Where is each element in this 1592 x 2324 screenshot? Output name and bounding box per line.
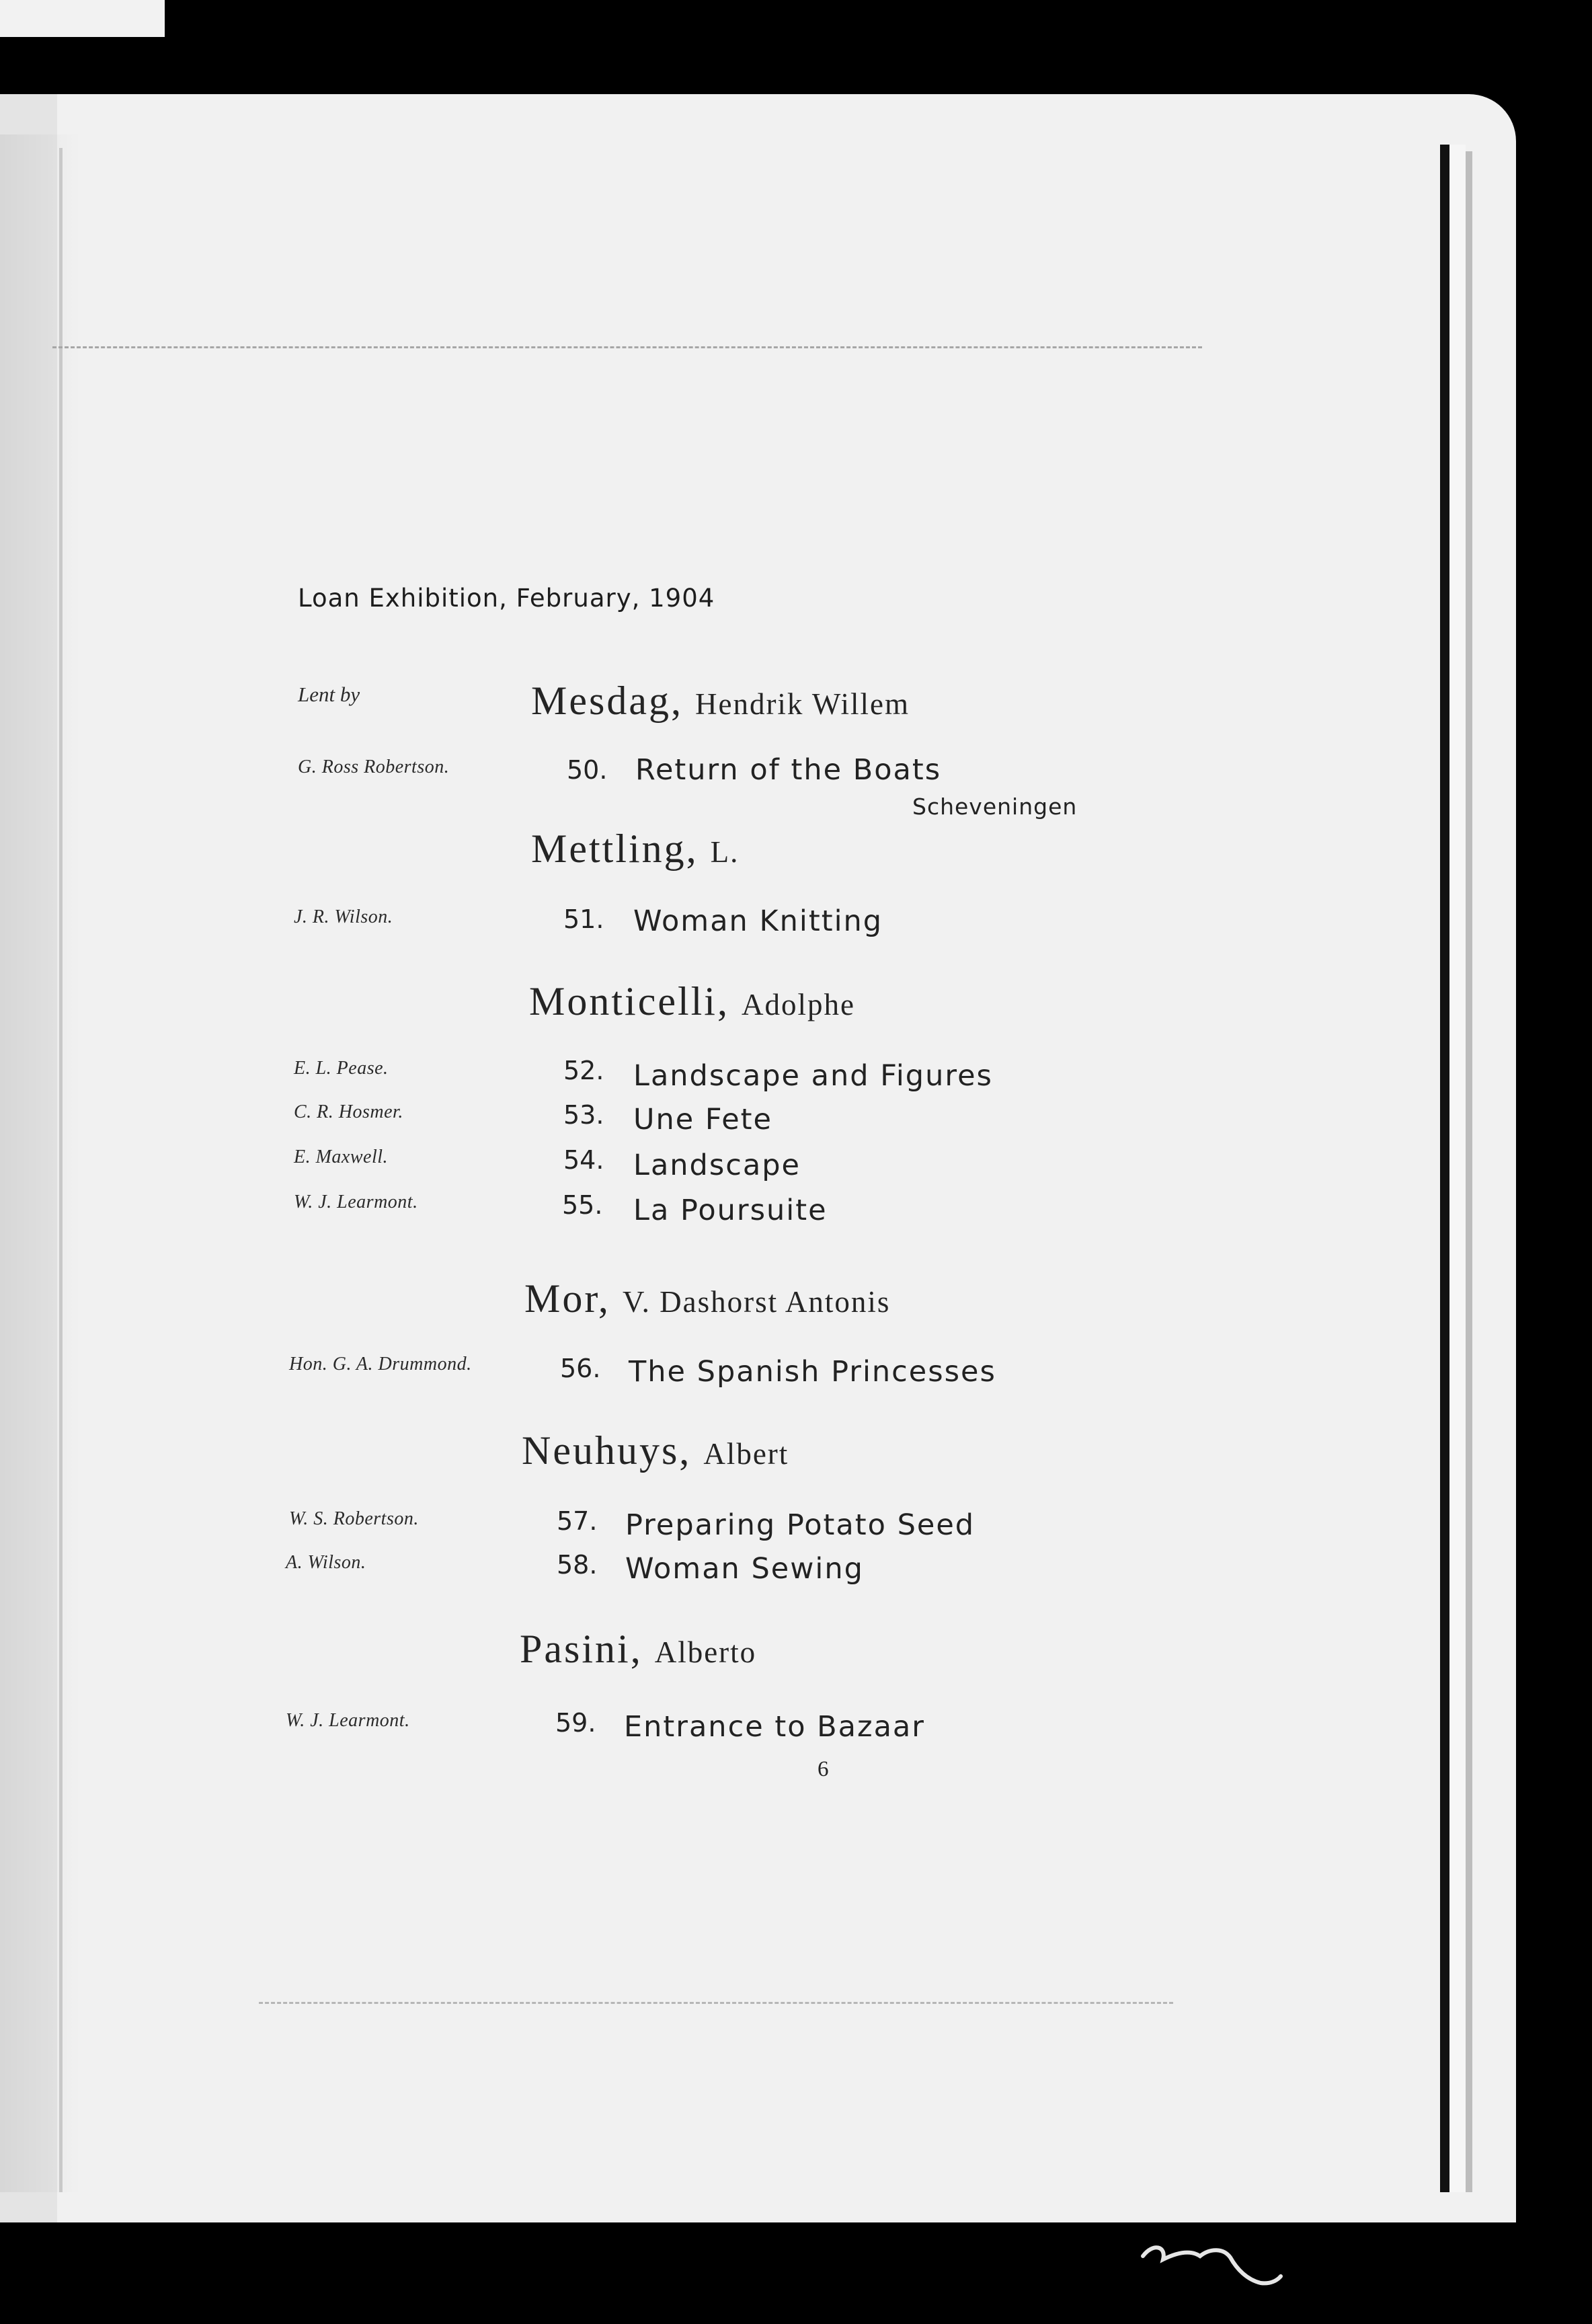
artist-surname: Pasini, — [520, 1627, 643, 1671]
artist-given-name: Adolphe — [741, 988, 855, 1021]
page-number: 6 — [818, 1757, 829, 1781]
painting-subtitle: Scheveningen — [912, 793, 1078, 820]
painting-title: Landscape and Figures — [633, 1059, 993, 1093]
artist-heading — [522, 1428, 789, 1474]
artist-surname: Mor, — [524, 1276, 610, 1321]
catalogue-number: 56. — [560, 1354, 601, 1383]
catalogue-number: 51. — [563, 904, 604, 934]
page-edge-line — [1440, 145, 1449, 2192]
lent-by-label: Lent by — [298, 683, 360, 706]
lender-name: G. Ross Robertson. — [298, 757, 450, 777]
artist-heading — [531, 678, 910, 724]
catalogue-number: 59. — [555, 1708, 596, 1738]
lender-name: E. L. Pease. — [294, 1058, 389, 1079]
page-header: Loan Exhibition, February, 1904 — [298, 584, 715, 613]
lender-name: J. R. Wilson. — [294, 906, 393, 927]
artist-given-name: L. — [710, 835, 740, 869]
artist-heading — [529, 978, 855, 1025]
painting-title: Preparing Potato Seed — [625, 1508, 976, 1542]
artist-surname: Mettling, — [531, 826, 699, 871]
catalogue-number: 57. — [557, 1506, 598, 1536]
artist-given-name: Alberto — [654, 1635, 757, 1669]
painting-title: Woman Sewing — [625, 1552, 864, 1586]
artist-given-name: Albert — [703, 1437, 789, 1471]
catalogue-number: 54. — [563, 1145, 604, 1175]
film-edge-label — [0, 0, 165, 37]
painting-title: The Spanish Princesses — [629, 1355, 996, 1389]
catalogue-number: 55. — [562, 1190, 603, 1220]
artist-heading — [524, 1276, 890, 1322]
painting-title: Return of the Boats — [635, 753, 942, 787]
lender-name: A. Wilson. — [286, 1552, 366, 1573]
page-edge-shadow — [1466, 151, 1472, 2192]
lender-name: E. Maxwell. — [294, 1147, 389, 1167]
lender-name: W. J. Learmont. — [286, 1710, 410, 1731]
painting-title: Woman Knitting — [633, 904, 883, 938]
artist-heading — [520, 1626, 756, 1672]
gutter-shadow — [0, 134, 81, 2192]
handwritten-mark — [1136, 2222, 1291, 2296]
painting-title: Entrance to Bazaar — [624, 1710, 925, 1744]
gutter-line — [59, 148, 63, 2192]
painting-title: La Poursuite — [633, 1194, 828, 1227]
catalogue-number: 52. — [563, 1056, 604, 1085]
top-dashed-rule — [52, 346, 1202, 348]
catalogue-number: 58. — [557, 1550, 598, 1580]
artist-surname: Monticelli, — [529, 979, 729, 1023]
artist-surname: Mesdag, — [531, 679, 683, 723]
catalogue-number: 53. — [563, 1100, 604, 1130]
artist-given-name: Hendrik Willem — [694, 687, 910, 721]
page-edge-strip — [1449, 145, 1466, 2192]
artist-given-name: V. Dashorst Antonis — [622, 1285, 891, 1319]
bottom-dashed-rule — [259, 2002, 1173, 2004]
lender-name: Hon. G. A. Drummond. — [289, 1354, 472, 1374]
painting-title: Une Fete — [633, 1103, 773, 1136]
film-bottom-border — [0, 2222, 1592, 2324]
artist-surname: Neuhuys, — [522, 1428, 692, 1473]
artist-heading — [531, 826, 739, 872]
lender-name: C. R. Hosmer. — [294, 1101, 403, 1122]
catalogue-number: 50. — [567, 755, 608, 785]
lender-name: W. J. Learmont. — [294, 1192, 418, 1212]
painting-title: Landscape — [633, 1149, 801, 1182]
lender-name: W. S. Robertson. — [289, 1508, 419, 1529]
